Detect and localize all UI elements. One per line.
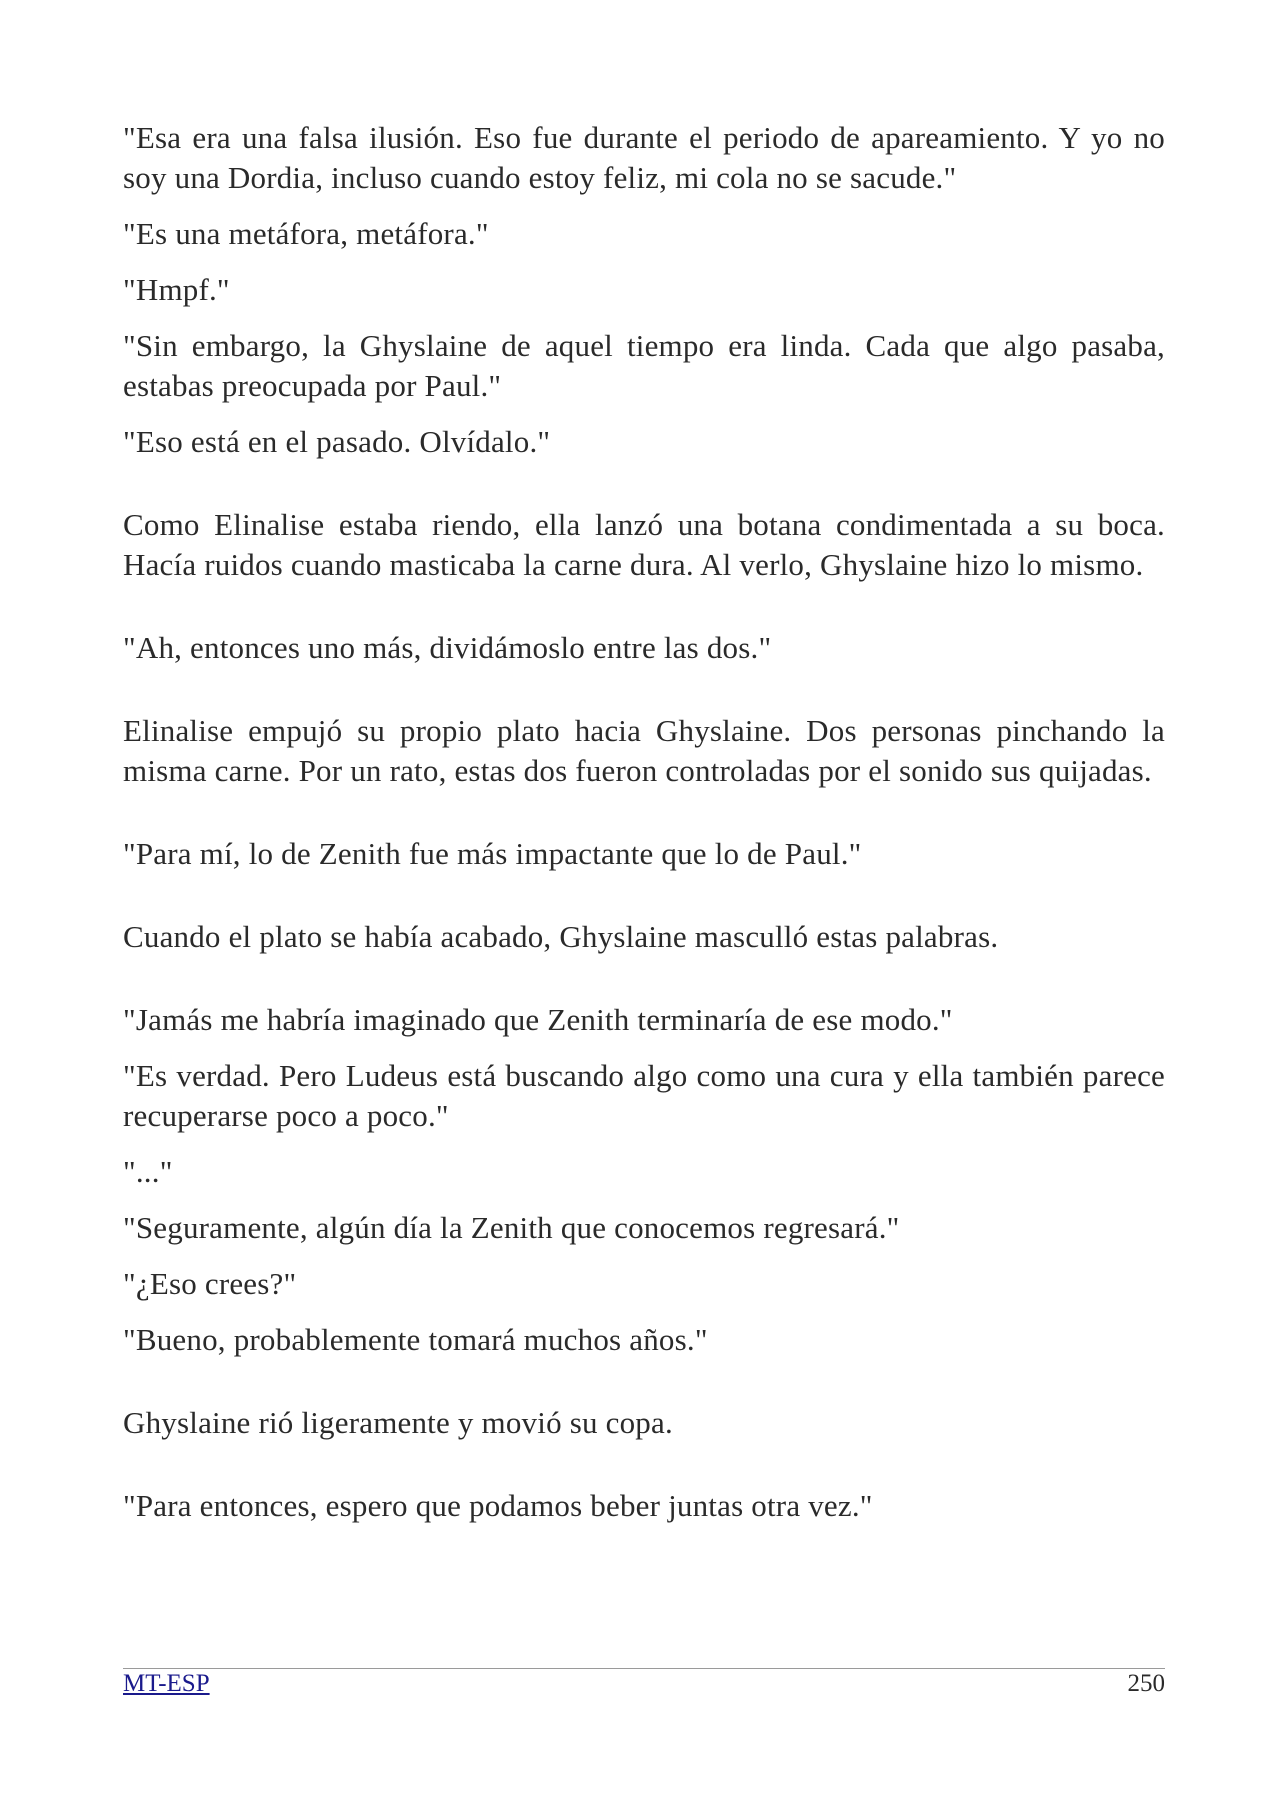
dialogue-line: "Eso está en el pasado. Olvídalo." [123, 424, 551, 459]
dialogue-line: "Sin embargo, la Ghyslaine de aquel tiempo era linda. Cada que algo pasaba, estabas preocupada por Paul." [123, 328, 1165, 403]
footer-source-link[interactable]: MT-ESP [123, 1670, 210, 1697]
narration-paragraph: Cuando el plato se había acabado, Ghyslaine masculló estas palabras. [123, 919, 999, 954]
dialogue-line: "Ah, entonces uno más, dividámoslo entre las dos." [123, 630, 772, 665]
dialogue-line: "Seguramente, algún día la Zenith que conocemos regresará." [123, 1210, 900, 1245]
dialogue-line: "Bueno, probablemente tomará muchos años." [123, 1322, 708, 1357]
page-body [123, 118, 1165, 1526]
dialogue-line: "Es verdad. Pero Ludeus está buscando algo como una cura y ella también parece recuperarse poco a poco." [123, 1058, 1165, 1133]
dialogue-line: "Para entonces, espero que podamos beber juntas otra vez." [123, 1488, 873, 1523]
footer-divider [123, 1668, 1165, 1669]
page-number: 250 [1127, 1670, 1165, 1697]
narration-paragraph: Elinalise empujó su propio plato hacia Ghyslaine. Dos personas pinchando la misma carne. Por un rato, estas dos fueron controladas por el sonido sus quijadas. [123, 713, 1165, 788]
narration-paragraph: Ghyslaine rió ligeramente y movió su copa. [123, 1405, 673, 1440]
dialogue-line: "Hmpf." [123, 272, 230, 307]
dialogue-line: "Jamás me habría imaginado que Zenith terminaría de ese modo." [123, 1002, 953, 1037]
dialogue-line: "Para mí, lo de Zenith fue más impactante que lo de Paul." [123, 836, 862, 871]
dialogue-line: "Esa era una falsa ilusión. Eso fue durante el periodo de apareamiento. Y yo no soy una Dordia, incluso cuando estoy feliz, mi cola no se sacude." [123, 120, 1165, 195]
dialogue-line: "¿Eso crees?" [123, 1266, 297, 1301]
dialogue-line: "..." [123, 1154, 173, 1189]
dialogue-line: "Es una metáfora, metáfora." [123, 216, 489, 251]
narration-paragraph: Como Elinalise estaba riendo, ella lanzó una botana condimentada a su boca. Hacía ruidos cuando masticaba la carne dura. Al verlo, Ghyslaine hizo lo mismo. [123, 507, 1165, 582]
